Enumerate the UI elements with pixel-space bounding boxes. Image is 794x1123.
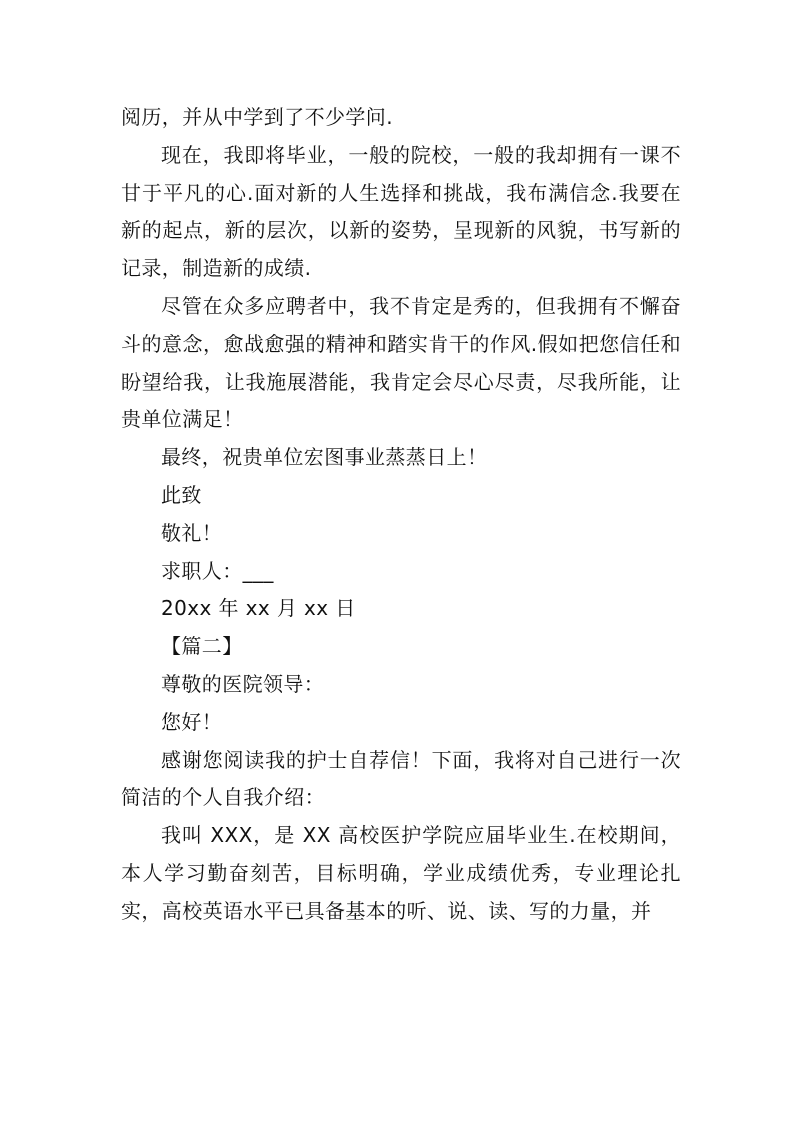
greeting-hello: 您好！ (161, 709, 223, 734)
letter-date: 20xx 年 xx 月 xx 日 (161, 596, 356, 621)
paragraph-commitment: 尽管在众多应聘者中，我不肯定是秀的，但我拥有不懈奋斗的意念，愈战愈强的精神和踏实肯干的作风.假如把您信任和盼望给我，让我施展潜能，我肯定会尽心尽责，尽我所能，让贵单位满足！ (121, 293, 681, 432)
paragraph-experience: 阅历，并从中学到了不少学问. (121, 105, 393, 129)
paragraph-closing-wish: 最终，祝贵单位宏图事业蒸蒸日上！ (161, 445, 488, 470)
applicant-signature: 求职人：___ (161, 558, 274, 583)
paragraph-thanks: 感谢您阅读我的护士自荐信！下面，我将对自己进行一次简洁的个人自我介绍： (121, 747, 681, 810)
greeting-hospital-leaders: 尊敬的医院领导： (161, 671, 325, 696)
section-heading-part-two: 【篇二】 (161, 634, 243, 659)
paragraph-graduation: 现在，我即将毕业，一般的院校，一般的我却拥有一课不甘于平凡的心.面对新的人生选择和挑战，我布满信念.我要在新的起点，新的层次，以新的姿势，呈现新的风貌，书写新的记录，制造新的成绩. (121, 142, 681, 281)
salutation-cizhi: 此致 (161, 482, 202, 507)
letter-body (121, 99, 681, 931)
salutation-jingli: 敬礼！ (161, 520, 223, 545)
paragraph-self-introduction: 我叫 XXX，是 XX 高校医护学院应届毕业生.在校期间，本人学习勤奋刻苦，目标明确，学业成绩优秀，专业理论扎实，高校英语水平已具备基本的听、说、读、写的力量，并 (121, 823, 681, 923)
